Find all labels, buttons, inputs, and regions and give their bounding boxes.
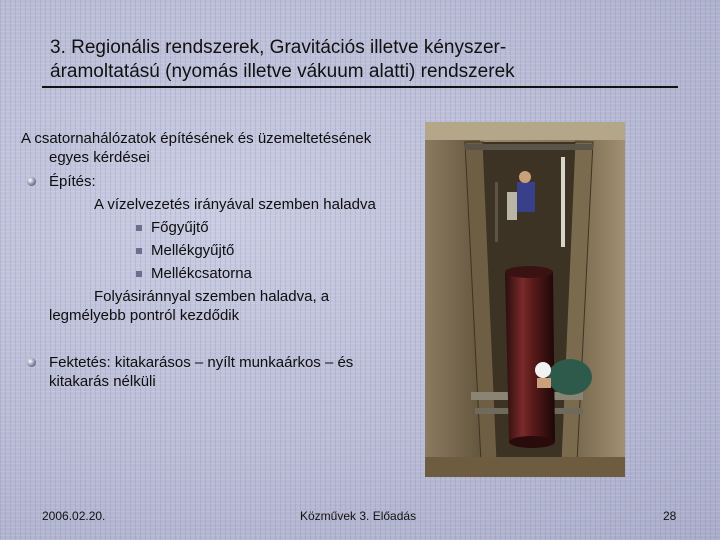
bullet-icon [27,358,36,367]
slide-title [50,36,690,84]
sub-item-side-collector: Mellékgyűjtő [151,242,235,259]
square-bullet-icon [136,248,142,254]
footer-course: Közművek 3. Előadás [300,509,417,523]
against-flow-text: A vízelvezetés irányával szemben haladva [94,196,376,213]
title-underline [42,86,678,88]
with-flow-line-1: Folyásiránnyal szemben haladva, a [94,288,330,305]
sub-item-side-sewer: Mellékcsatorna [151,265,252,282]
with-flow-line-2: legmélyebb pontról kezdődik [49,307,240,324]
build-label: Építés: [49,173,96,190]
laying-line-2: kitakarás nélküli [49,373,156,390]
title-line-1: 3. Regionális rendszerek, Gravitációs illetve kényszer- [50,37,507,58]
page-number: 28 [663,509,677,523]
intro-line-2: egyes kérdései [49,149,150,166]
square-bullet-icon [136,225,142,231]
footer-date: 2006.02.20. [42,509,106,523]
laying-line-1: Fektetés: kitakarásos – nyílt munkaárkos – és [49,354,354,371]
sub-item-main-collector: Főgyűjtő [151,219,209,236]
intro-line-1: A csatornahálózatok építésének és üzemeltetésének [21,130,372,147]
bullet-icon [27,177,36,186]
square-bullet-icon [136,271,142,277]
title-line-2: áramoltatású (nyomás illetve vákuum alatti) rendszerek [50,61,515,82]
trench-pipe-photo [425,122,625,477]
